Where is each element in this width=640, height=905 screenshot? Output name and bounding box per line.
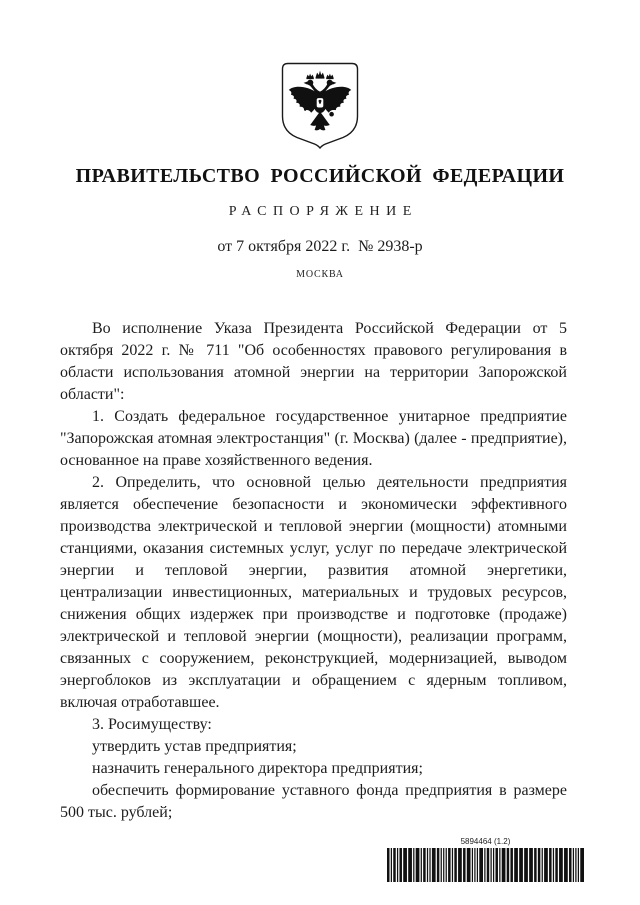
city-label: МОСКВА — [296, 269, 344, 280]
paragraph-subitem-charter: утвердить устав предприятия; — [92, 738, 297, 755]
paragraph-preamble: Во исполнение Указа Президента Российской Федерации от 5 октября 2022 г. № 711 "Об особенностях правового регулирования в области использования атомной энергии на территории Запорожской области": — [60, 320, 567, 403]
paragraph-item-2: 2. Определить, что основной целью деятельности предприятия является обеспечение безопасности и экономически эффективного производства электрической и тепловой энергии (мощности) атомными станциями, оказания системных услуг, услуг по передаче электрической энергии и тепловой энергии, развития атомной энергетики, централизации инвестиционных, материальных и трудовых ресурсов, снижения общих издержек при производстве и подготовке (продаже) электрической и тепловой энергии (мощности), реализации программ, связанных с сооружением, реконструкцией, модернизацией, выводом энергоблоков из эксплуатации и обращением с ядерным топливом, включая отработавшее. — [60, 474, 567, 711]
barcode — [387, 848, 584, 882]
barcode-label: 5894464 (1.2) — [460, 837, 511, 846]
state-emblem-icon — [281, 62, 359, 149]
paragraph-item-1: 1. Создать федеральное государственное унитарное предприятие "Запорожская атомная электростанция" (г. Москва) (далее - предприятие), основанное на праве хозяйственного ведения. — [60, 408, 567, 469]
document-body — [60, 318, 567, 824]
barcode-block — [387, 837, 584, 882]
date-number-line: от 7 октября 2022 г. № 2938-р — [217, 238, 423, 255]
letterhead — [0, 0, 640, 280]
paragraph-item-3: 3. Росимуществу: — [92, 716, 212, 733]
paragraph-subitem-director: назначить генерального директора предприятия; — [92, 760, 423, 777]
emblem-container — [0, 0, 640, 149]
document-type-title: РАСПОРЯЖЕНИЕ — [228, 204, 418, 219]
paragraph-subitem-fund: обеспечить формирование уставного фонда предприятия в размере 500 тыс. рублей; — [60, 782, 567, 821]
authority-title: ПРАВИТЕЛЬСТВО РОССИЙСКОЙ ФЕДЕРАЦИИ — [75, 165, 565, 187]
